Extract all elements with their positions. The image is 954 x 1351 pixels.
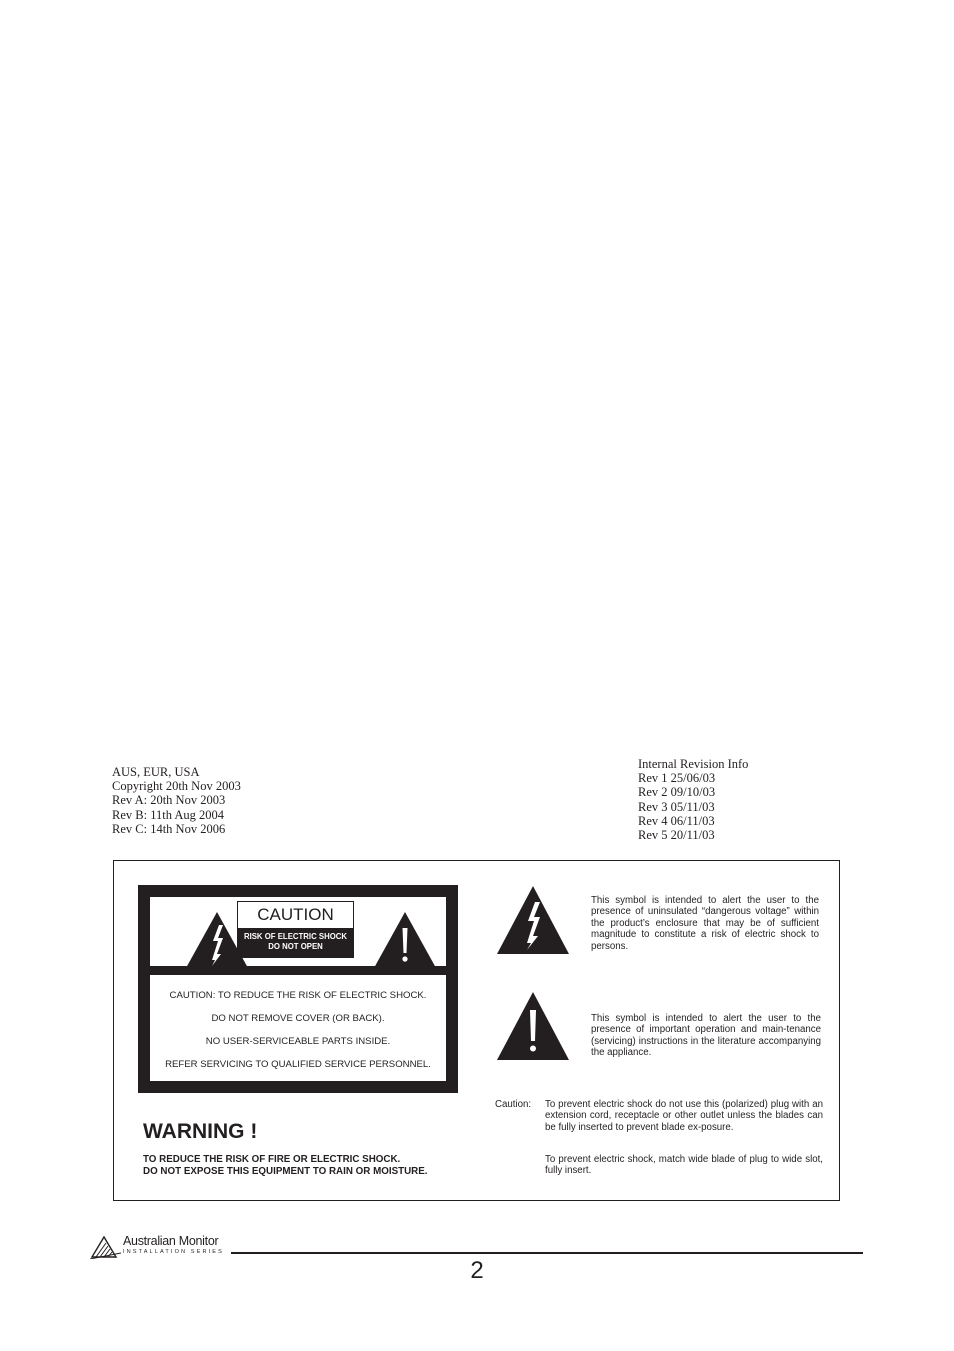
brand-subtitle: INSTALLATION SERIES — [123, 1249, 224, 1255]
caution-label-panel — [138, 885, 458, 1093]
copyright-line: Rev C: 14th Nov 2006 — [112, 821, 226, 836]
caution-label-body — [150, 975, 446, 1081]
caution-subheading — [238, 928, 353, 958]
exclamation-triangle-icon — [496, 991, 570, 1061]
revision-line: Rev 1 25/06/03 — [638, 771, 716, 786]
revision-title: Internal Revision Info — [638, 757, 749, 771]
plug-caution-text: To prevent electric shock do not use this (polarized) plug with an extension cord, receptacle or other outlet unless the blades can be fully inserted to prevent blade ex-posure. — [545, 1099, 823, 1133]
lightning-bolt-triangle-icon — [496, 885, 570, 955]
copyright-line: Copyright 20th Nov 2003 — [112, 779, 241, 794]
instruction-symbol-text: This symbol is intended to alert the user to the presence of important operation and main-tenance (servicing) instructions in the literature accompanying the appliance. — [591, 1013, 821, 1059]
exclamation-triangle-icon — [373, 911, 437, 969]
caution-label-header — [150, 897, 446, 966]
caution-line: DO NOT REMOVE COVER (OR BACK). — [211, 1013, 385, 1024]
caution-sub-line: DO NOT OPEN — [268, 941, 323, 951]
caution-line: NO USER-SERVICEABLE PARTS INSIDE. — [205, 1036, 391, 1047]
plug-caution-label: Caution: — [495, 1099, 532, 1110]
safety-box — [113, 860, 840, 1201]
footer-rule — [231, 1252, 863, 1254]
brand-logo — [90, 1233, 230, 1261]
warning-text — [143, 1154, 428, 1177]
warning-line: DO NOT EXPOSE THIS EQUIPMENT TO RAIN OR MOISTURE. — [143, 1165, 428, 1177]
revision-line: Rev 4 06/11/03 — [638, 813, 715, 828]
brand-name: Australian Monitor — [123, 1234, 219, 1248]
australian-monitor-logo-icon — [90, 1235, 122, 1259]
revision-block — [638, 757, 748, 842]
warning-line: TO REDUCE THE RISK OF FIRE OR ELECTRIC SHOCK. — [143, 1154, 401, 1165]
plug-caution-text: To prevent electric shock, match wide blade of plug to wide slot, fully insert. — [545, 1154, 823, 1177]
copyright-line: Rev A: 20th Nov 2003 — [112, 793, 226, 808]
revision-line: Rev 2 09/10/03 — [638, 785, 716, 800]
caution-line: REFER SERVICING TO QUALIFIED SERVICE PERSONNEL. — [165, 1059, 431, 1070]
copyright-line: Rev B: 11th Aug 2004 — [112, 807, 225, 822]
caution-heading: CAUTION — [257, 905, 334, 924]
caution-sub-line: RISK OF ELECTRIC SHOCK — [243, 932, 348, 941]
caution-heading-box — [237, 901, 354, 958]
revision-line: Rev 3 05/11/03 — [638, 799, 715, 814]
copyright-line: AUS, EUR, USA — [112, 765, 200, 779]
warning-title: WARNING ! — [143, 1120, 258, 1143]
caution-lines — [150, 990, 446, 1082]
voltage-symbol-text: This symbol is intended to alert the user to the presence of uninsulated “dangerous voltage” within the product’s enclosure that may be of sufficient magnitude to constitute a risk of electric shock to persons. — [591, 895, 819, 952]
page-number: 2 — [470, 1257, 484, 1284]
revision-line: Rev 5 20/11/03 — [638, 828, 715, 843]
caution-line: CAUTION: TO REDUCE THE RISK OF ELECTRIC SHOCK. — [169, 990, 427, 1001]
copyright-block — [112, 765, 241, 836]
